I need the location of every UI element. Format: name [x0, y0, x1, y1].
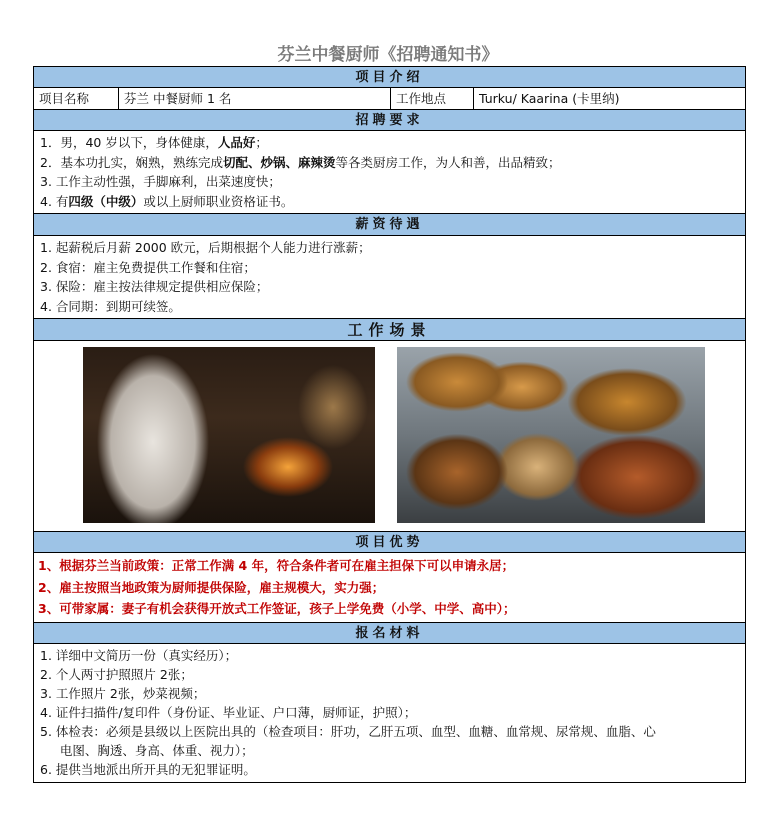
recruitment-table	[33, 66, 746, 783]
materials-list	[34, 644, 745, 782]
project-name-value: 芬兰 中餐厨师 1 名	[119, 88, 391, 109]
requirement-item: 1．男，40 岁以下，身体健康，人品好；	[40, 135, 268, 150]
material-item: 4. 证件扫描件/复印件（身份证、毕业证、户口薄，厨师证，护照）；	[40, 705, 417, 720]
requirement-item: 3. 工作主动性强，手脚麻利，出菜速度快；	[40, 174, 281, 189]
section-header-advantages: 项目优势	[34, 532, 745, 553]
advantage-item: 3、可带家属：妻子有机会获得开放式工作签证，孩子上学免费（小学、中学、高中）；	[38, 601, 516, 616]
material-item: 电图、胸透、身高、体重、视力）；	[40, 743, 254, 758]
advantage-item: 1、根据芬兰当前政策：正常工作满 4 年，符合条件者可在雇主担保下可以申请永居；	[38, 558, 515, 573]
chef-wok-photo	[83, 347, 375, 523]
material-item: 2. 个人两寸护照照片 2张；	[40, 667, 193, 682]
material-item: 5. 体检表：必须是县级以上医院出具的（检查项目：肝功，乙肝五项、血型、血糖、血常规、尿常规、血脂、心	[40, 724, 656, 739]
location-value: Turku/ Kaarina (卡里纳)	[479, 91, 620, 106]
section-header-salary: 薪资待遇	[34, 214, 745, 236]
advantages-list	[34, 553, 745, 623]
advantage-item: 2、雇主按照当地政策为厨师提供保险，雇主规模大，实力强；	[38, 579, 385, 595]
location-label: 工作地点	[391, 88, 474, 109]
salary-list	[34, 236, 745, 319]
material-item: 1. 详细中文简历一份（真实经历）；	[40, 648, 238, 663]
workplace-photos	[34, 341, 745, 532]
salary-item: 3. 保险：雇主按法律规定提供相应保险；	[40, 279, 269, 294]
material-item: 3. 工作照片 2张，炒菜视频；	[40, 686, 206, 701]
buffet-food-photo	[397, 347, 705, 523]
section-header-requirements: 招聘要求	[34, 110, 745, 131]
requirement-item: 4. 有四级（中级）或以上厨师职业资格证书。	[40, 193, 294, 209]
requirement-item: 2．基本功扎实，娴熟，熟练完成切配、炒锅、麻辣烫等各类厨房工作，为人和善，出品精致；	[40, 154, 561, 170]
section-header-workplace: 工作场景	[34, 319, 745, 341]
document-title: 芬兰中餐厨师《招聘通知书》	[277, 45, 499, 65]
project-name-label: 项目名称	[34, 88, 119, 109]
requirements-list	[34, 131, 745, 214]
salary-item: 1. 起薪税后月薪 2000 欧元，后期根据个人能力进行涨薪；	[40, 240, 371, 255]
section-header-intro: 项目介绍	[34, 67, 745, 88]
salary-item: 4. 合同期：到期可续签。	[40, 298, 181, 314]
section-header-materials: 报名材料	[34, 623, 745, 644]
material-item: 6. 提供当地派出所开具的无犯罪证明。	[40, 762, 256, 777]
intro-row	[34, 88, 745, 110]
salary-item: 2. 食宿：雇主免费提供工作餐和住宿；	[40, 259, 256, 275]
